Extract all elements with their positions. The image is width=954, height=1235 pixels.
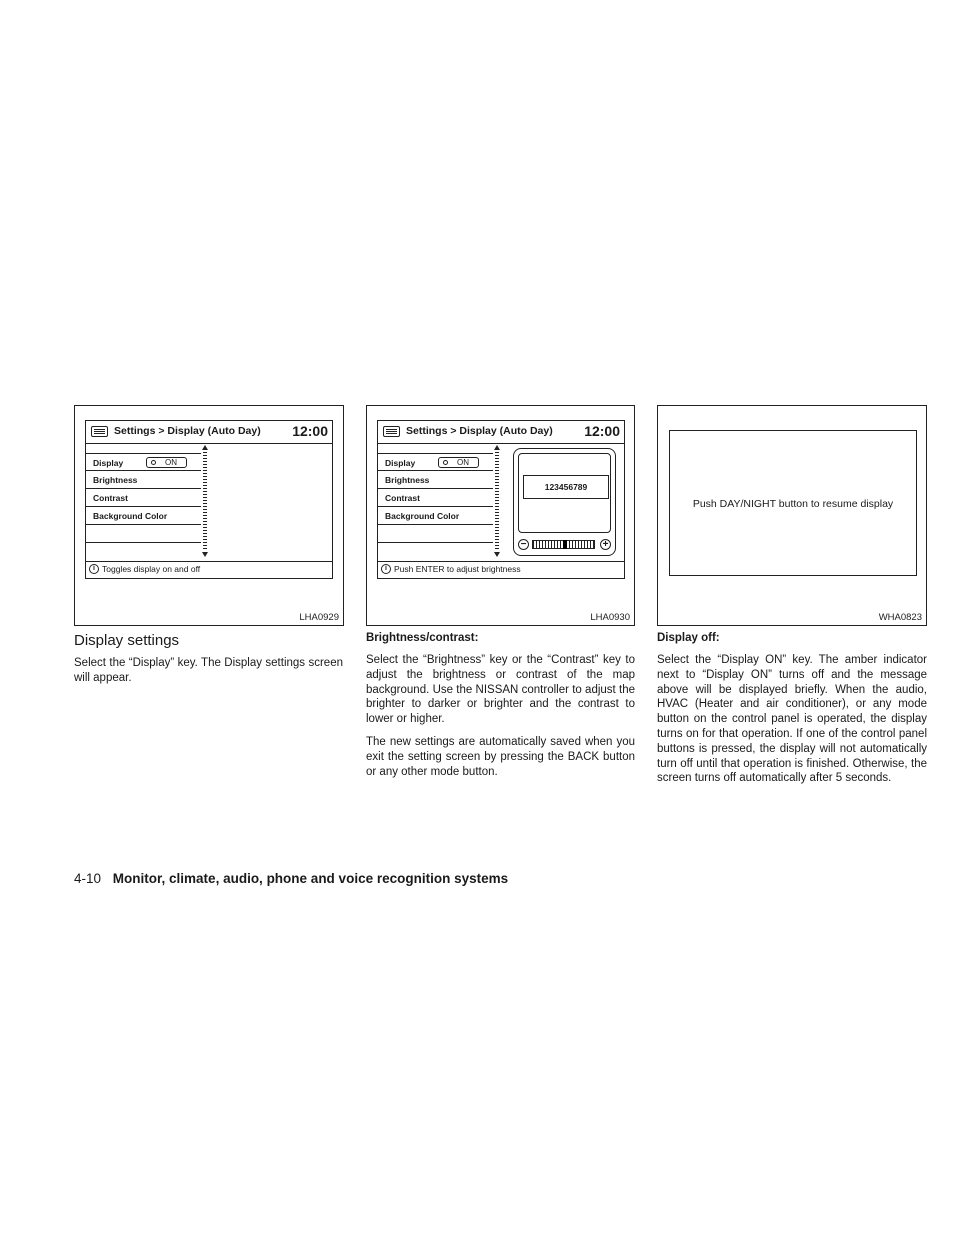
clock: 12:00 (584, 423, 620, 439)
scroll-track (203, 452, 207, 550)
settings-menu (378, 453, 493, 543)
header-title: Settings > Display (Auto Day) (114, 425, 261, 437)
clock: 12:00 (292, 423, 328, 439)
menu-item-brightness[interactable] (86, 471, 201, 489)
scrollbar[interactable] (492, 445, 502, 557)
screen-header (86, 421, 332, 444)
menu-item-label: Background Color (93, 511, 168, 521)
chapter-title: Monitor, climate, audio, phone and voice recognition systems (112, 871, 509, 886)
info-icon: i (381, 564, 391, 574)
section-title-display-off: Display off: (657, 632, 720, 644)
scroll-down-icon (202, 552, 208, 557)
menu-item-label: Contrast (93, 493, 128, 503)
figure-brightness-contrast (366, 405, 635, 626)
menu-item-label: Brightness (93, 475, 138, 485)
menu-item-label: Background Color (385, 511, 460, 521)
menu-item-label: Display (385, 458, 416, 468)
menu-item-empty (378, 525, 493, 543)
settings-icon (91, 426, 108, 437)
paragraph: Select the “Brightness” key or the “Contrast” key to adjust the brightness or contrast of the map background. Use the NISSAN controller to adjust the brighter to darker or brighter and the contrast to lower or higher. (366, 654, 635, 726)
sample-text-box: 123456789 (523, 475, 609, 499)
on-indicator (146, 457, 187, 468)
paragraph: Select the “Display” key. The Display settings screen will appear. (74, 657, 343, 684)
scrollbar[interactable] (200, 445, 210, 557)
scroll-up-icon (202, 445, 208, 450)
on-label: ON (457, 458, 469, 467)
section-title-brightness-contrast: Brightness/contrast: (366, 632, 479, 644)
plus-icon[interactable]: + (600, 539, 611, 550)
footer-hint: Push ENTER to adjust brightness (394, 564, 521, 574)
amber-indicator-icon (151, 460, 156, 465)
menu-item-background-color[interactable] (378, 507, 493, 525)
page-footer (74, 871, 508, 886)
info-icon: i (89, 564, 99, 574)
paragraph: Select the “Display ON” key. The amber indicator next to “Display ON” turns off and the message above will be displayed briefly. When the audio, HVAC (Heater and air conditioner), or any mode button on the control panel is operated, the display turns on for that operation. If one of the control panel buttons is pressed, the display will not automatically turn off until that operation is finished. Otherwise, the screen turns off automatically after 5 seconds. (657, 654, 927, 785)
slider-thumb[interactable] (563, 540, 567, 549)
page-number: 4-10 (74, 871, 102, 886)
section-title-display-settings: Display settings (74, 632, 180, 649)
menu-item-contrast[interactable] (86, 489, 201, 507)
on-label: ON (165, 458, 177, 467)
settings-menu (86, 453, 201, 543)
menu-item-brightness[interactable] (378, 471, 493, 489)
menu-item-display[interactable] (378, 453, 493, 471)
brightness-adjust-panel (513, 448, 616, 556)
figure-display-off (657, 405, 927, 626)
menu-item-label: Display (93, 458, 124, 468)
menu-item-contrast[interactable] (378, 489, 493, 507)
header-title: Settings > Display (Auto Day) (406, 425, 553, 437)
resume-display-message: Push DAY/NIGHT button to resume display (692, 498, 894, 510)
menu-item-label: Brightness (385, 475, 430, 485)
screen-footer (378, 561, 624, 578)
on-indicator (438, 457, 479, 468)
settings-icon (383, 426, 400, 437)
scroll-track (495, 452, 499, 550)
amber-indicator-icon (443, 460, 448, 465)
display-settings-screen (85, 420, 333, 579)
menu-item-background-color[interactable] (86, 507, 201, 525)
screen-footer (86, 561, 332, 578)
figure-code: LHA0930 (590, 612, 630, 623)
menu-item-empty (86, 525, 201, 543)
preview-area (518, 453, 611, 533)
footer-hint: Toggles display on and off (102, 564, 201, 574)
screen-header (378, 421, 624, 444)
menu-item-label: Contrast (385, 493, 420, 503)
scroll-down-icon (494, 552, 500, 557)
paragraph: The new settings are automatically saved when you exit the setting screen by pressing the BACK button or any other mode button. (366, 736, 635, 778)
display-off-screen (669, 430, 917, 576)
scroll-up-icon (494, 445, 500, 450)
figure-code: LHA0929 (299, 612, 339, 623)
brightness-slider[interactable] (532, 540, 595, 549)
minus-icon[interactable]: − (518, 539, 529, 550)
brightness-screen (377, 420, 625, 579)
figure-code: WHA0823 (878, 612, 922, 623)
figure-display-settings (74, 405, 344, 626)
menu-item-display[interactable] (86, 453, 201, 471)
